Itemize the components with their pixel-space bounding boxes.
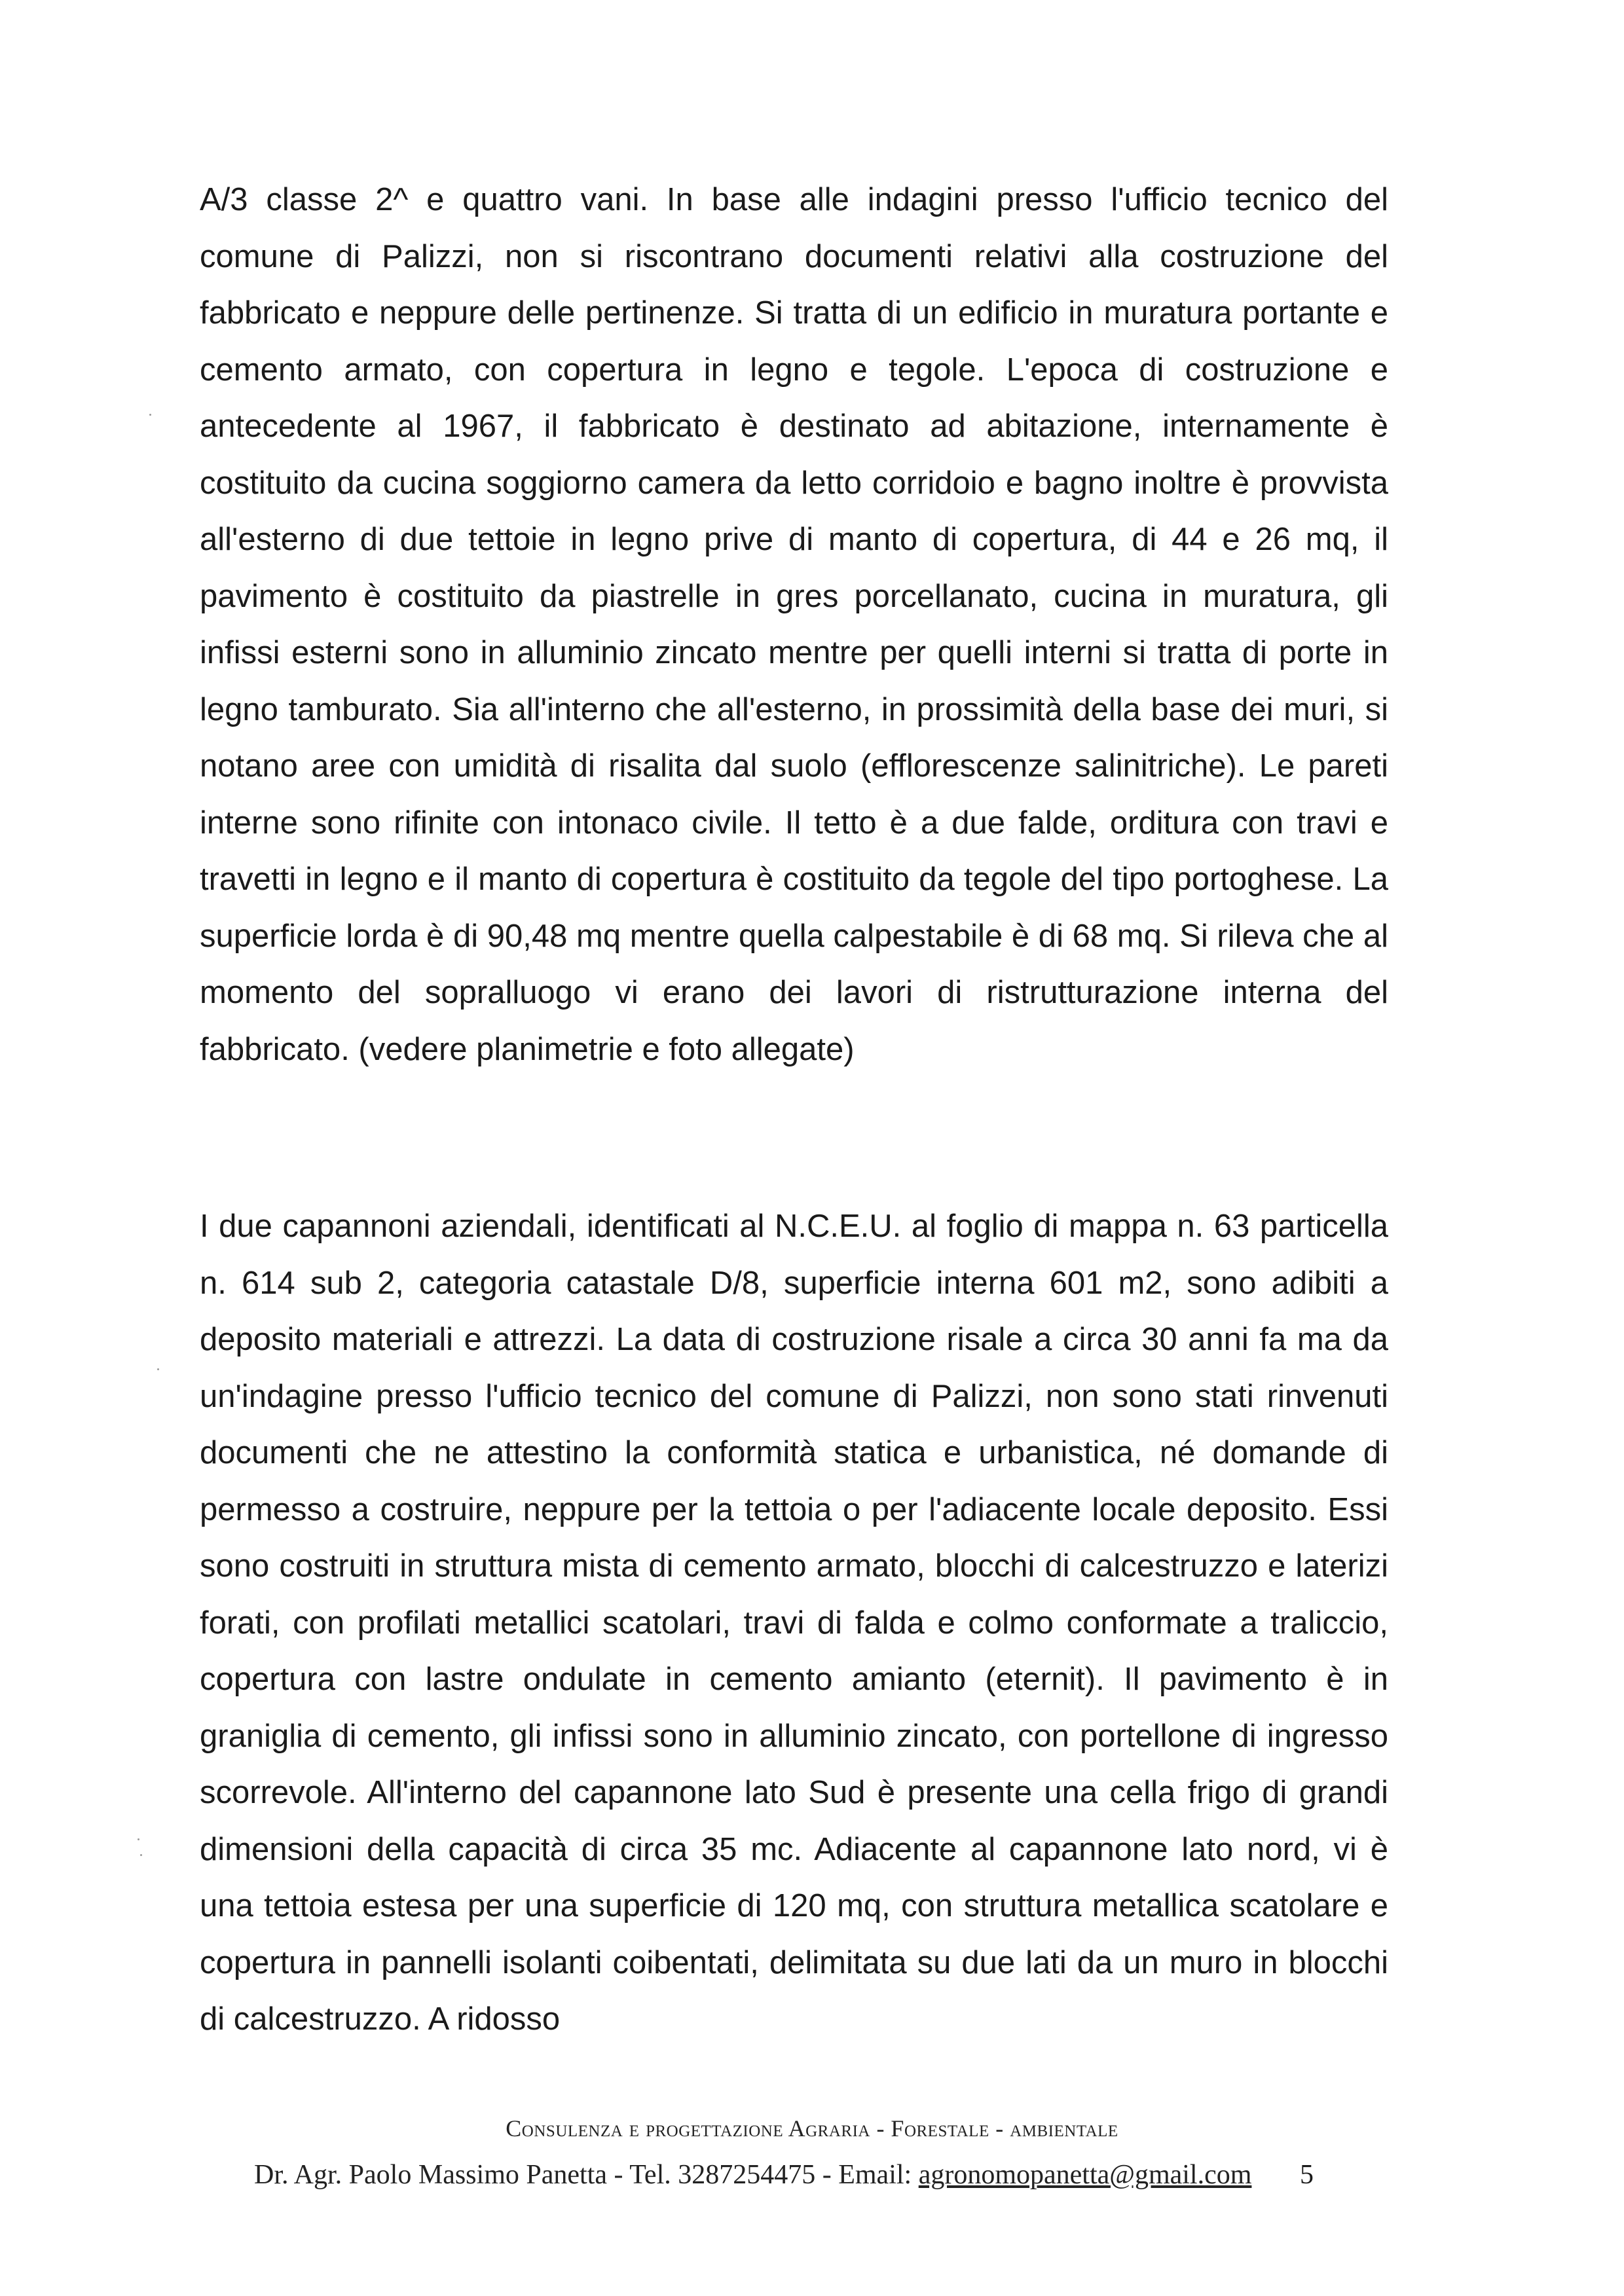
body-paragraph-2: I due capannoni aziendali, identificati al N.C.E.U. al foglio di mappa n. 63 particella n. 614 sub 2, categoria catastale D/8, superficie interna 601 m2, sono adibiti a deposito materiali e attrezzi. La data di costruzione risale a circa 30 anni fa ma da un'indagine presso l'ufficio tecnico del comune di Palizzi, non sono stati rinvenuti documenti che ne attestino la conformità statica e urbanistica, né domande di permesso a costruire, neppure per la tettoia o per l'adiacente locale deposito. Essi sono costruiti in struttura mista di cemento armato, blocchi di calcestruzzo e laterizi forati, con profilati metallici scatolari, travi di falda e colmo conformate a traliccio, copertura con lastre ondulate in cemento amianto (eternit). Il pavimento è in graniglia di cemento, gli infissi sono in alluminio zincato, con portellone di ingresso scorrevole. All'interno del capannone lato Sud è presente una cella frigo di grandi dimensioni della capacità di circa 35 mc. Adiacente al capannone lato nord, vi è una tettoia estesa per una superficie di 120 mq, con struttura metallica scatolare e copertura in pannelli isolanti coibentati, delimitata su due lati da un muro in blocchi di calcestruzzo. A ridosso xyxy=(200,1209,1388,2037)
scan-speck xyxy=(138,1838,139,1840)
page-number: 5 xyxy=(1300,2160,1314,2190)
footer-heading xyxy=(0,2115,1624,2142)
body-paragraph-1: A/3 classe 2^ e quattro vani. In base alle indagini presso l'ufficio tecnico del comune di Palizzi, non si riscontrano documenti relativi alla costruzione del fabbricato e neppure delle pertinenze. Si tratta di un edificio in muratura portante e cemento armato, con copertura in legno e tegole. L'epoca di costruzione e antecedente al 1967, il fabbricato è destinato ad abitazione, internamente è costituito da cucina soggiorno camera da letto corridoio e bagno inoltre è provvista all'esterno di due tettoie in legno prive di manto di copertura, di 44 e 26 mq, il pavimento è costituito da piastrelle in gres porcellanato, cucina in muratura, gli infissi esterni sono in alluminio zincato mentre per quelli interni si tratta di porte in legno tamburato. Sia all'interno che all'esterno, in prossimità della base dei muri, si notano aree con umidità di risalita dal suolo (efflorescenze salinitriche). Le pareti interne sono rifinite con intonaco civile. Il tetto è a due falde, orditura con travi e travetti in legno e il manto di copertura è costituito da tegole del tipo portoghese. La superficie lorda è di 90,48 mq mentre quella calpestabile è di 68 mq. Si rileva che al momento del sopralluogo vi erano dei lavori di ristrutturazione interna del fabbricato. (vedere planimetrie e foto allegate) xyxy=(200,182,1388,1067)
footer-contact xyxy=(254,2159,1328,2191)
scan-speck xyxy=(149,414,151,416)
footer-contact-text: Dr. Agr. Paolo Massimo Panetta - Tel. 3287254475 - Email: xyxy=(254,2160,919,2190)
footer-heading-text: Consulenza e progettazione Agraria - Forestale - ambientale xyxy=(506,2115,1118,2141)
footer-email-link[interactable]: agronomopanetta@gmail.com xyxy=(918,2160,1252,2190)
scan-speck xyxy=(157,1368,159,1370)
scan-speck xyxy=(140,1854,142,1856)
